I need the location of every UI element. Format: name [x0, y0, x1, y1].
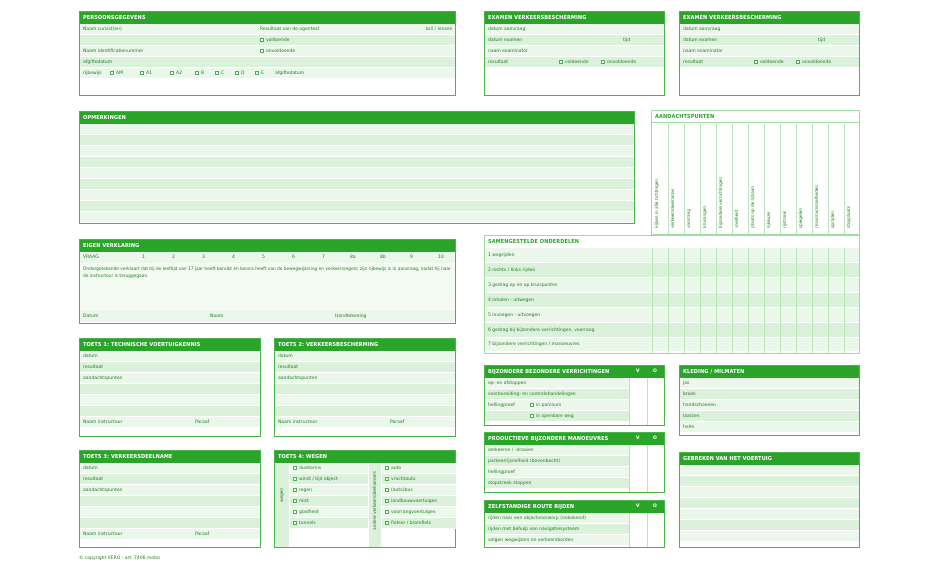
test1-label: aandachtspunten [83, 376, 123, 381]
afgifte-label: afgiftedatum [83, 60, 113, 65]
special-row[interactable] [485, 389, 629, 400]
exam2-fail-label: onvoldoende [802, 60, 832, 65]
clothing-row[interactable] [680, 389, 859, 400]
test1-label: resultaat [83, 365, 104, 370]
deficiency-line[interactable] [680, 476, 859, 487]
clothing-section [679, 365, 860, 436]
special-label: voorbereiding- en controlehandelingen [488, 392, 576, 397]
vraag-label: VRAAG [83, 255, 99, 260]
question-number[interactable]: 9 [410, 255, 413, 260]
rijbewijs-label: rijbewijs [83, 71, 102, 76]
afgifte2-label: afgiftedatum [275, 71, 305, 76]
test3-row[interactable] [80, 496, 260, 507]
deficiency-line[interactable] [680, 520, 859, 531]
exam1-row[interactable] [485, 57, 664, 68]
test4-label: winst / tijd object [299, 477, 338, 482]
exam1-label: datum examen [488, 38, 523, 43]
test2-section [274, 338, 456, 437]
question-number[interactable]: 7 [322, 255, 325, 260]
test3-inst: Naam instructeur [83, 532, 123, 537]
test1-title: TOETS 1: TECHNISCHE VOERTUIGKENNIS [80, 339, 260, 351]
special-row[interactable] [485, 378, 629, 389]
test4-right-row[interactable] [382, 507, 456, 518]
exam1-fail-label: onvoldoende [607, 60, 637, 65]
test4-label: vrachtauto [391, 477, 416, 482]
productive-title-text: PRODUCTIEVE BIJZONDERE MANOEUVRES [488, 436, 609, 442]
test3-sign-row[interactable] [80, 529, 260, 540]
combo-label: 3 gedrag op en op kruispunten [488, 283, 558, 288]
productive-label: hellingproef [488, 470, 515, 475]
test4-label: fietser / bromfiets [391, 521, 432, 526]
personal-section [79, 11, 456, 96]
clothing-label: broek [683, 392, 696, 397]
attention-col: voorrang [686, 209, 691, 228]
attention-col: plaats op de rijbaan [750, 186, 755, 228]
question-number[interactable]: 8a [350, 255, 356, 260]
special-sublabel: in openbare weg [536, 414, 574, 419]
test3-label: resultaat [83, 477, 104, 482]
test2-sign-row[interactable] [275, 417, 455, 428]
productive-row[interactable] [485, 445, 629, 456]
exam2-title: EXAMEN VERKEERSBESCHERMING [680, 12, 859, 24]
exam2-pass-checkbox[interactable] [754, 60, 758, 64]
test4-checkbox[interactable] [293, 488, 297, 492]
test3-label: aandachtspunten [83, 488, 123, 493]
independent-section [484, 500, 665, 548]
deficiency-title: GEBREKEN VAN HET VOERTUIG [680, 453, 859, 465]
clothing-row[interactable] [680, 422, 859, 433]
deficiency-line[interactable] [680, 509, 859, 520]
insufficient-checkbox[interactable] [260, 49, 264, 53]
special-title-text: BIJZONDERE BEZONDERE VERRICHTINGEN [488, 369, 610, 375]
exam1-fail-checkbox[interactable] [601, 60, 605, 64]
id-label: Naam identificatienummer [83, 49, 144, 54]
combo-label: 1 wegrijden [488, 253, 515, 258]
test4-right-row[interactable] [382, 463, 456, 474]
attention-col: snelheid [734, 210, 739, 228]
test2-row[interactable] [275, 395, 455, 406]
test4-checkbox[interactable] [385, 477, 389, 481]
question-number[interactable]: 4 [232, 255, 235, 260]
attention-col: rijstrook [782, 210, 787, 228]
clothing-title: KLEDING / MILMATEN [680, 366, 859, 378]
exam1-row[interactable] [485, 35, 664, 46]
productive-section [484, 432, 665, 493]
independent-label: rijden naar een objectvoorwerp (onbekend) [488, 516, 586, 521]
independent-v: V [636, 504, 640, 509]
attention-col: maximumsnelheden [814, 185, 819, 228]
test1-row[interactable] [80, 362, 260, 373]
test3-row[interactable] [80, 507, 260, 518]
combo-label: 2 rechts / links rijden [488, 268, 536, 273]
test3-section [79, 450, 261, 548]
combo-label: 5 invoegen - uitvoegen [488, 313, 541, 318]
deficiency-line[interactable] [680, 465, 859, 476]
test4-right-row[interactable] [382, 485, 456, 496]
question-number[interactable]: 10 [438, 255, 444, 260]
special-row[interactable] [485, 411, 629, 422]
test4-checkbox[interactable] [385, 510, 389, 514]
clothing-label: handschoenen [683, 403, 716, 408]
deficiency-line[interactable] [680, 487, 859, 498]
bril-label: bril / lenzen [426, 27, 453, 32]
exam2-label: datum examen [683, 38, 718, 43]
remarks-line[interactable] [80, 135, 634, 146]
test3-paraaf: Paraaf [195, 532, 210, 537]
exam1-row[interactable] [485, 24, 664, 35]
test1-label: datum [83, 354, 98, 359]
remarks-line[interactable] [80, 190, 634, 201]
sufficient-row[interactable] [80, 35, 455, 46]
result-label: Resultaat van de ogentest [260, 27, 320, 32]
attention-col: bijzondere verrichtingen [718, 176, 723, 228]
clothing-label: laarzen [683, 414, 700, 419]
productive-row[interactable] [485, 467, 629, 478]
clothing-label: jas [683, 381, 690, 386]
exam1-pass-label: voldoende [565, 60, 589, 65]
naam-label: Naam [210, 314, 224, 319]
test4-left-row[interactable] [290, 496, 368, 507]
test2-row[interactable] [275, 384, 455, 395]
productive-o: O [653, 436, 657, 441]
clothing-row[interactable] [680, 411, 859, 422]
independent-row[interactable] [485, 524, 629, 535]
test1-inst: Naam instructeur [83, 420, 123, 425]
attention-col: oprijden [830, 210, 835, 228]
question-number[interactable]: 6 [292, 255, 295, 260]
test1-row[interactable] [80, 395, 260, 406]
test4-title: TOETS 4: WEGEN [275, 451, 455, 463]
test1-row[interactable] [80, 406, 260, 417]
productive-title [485, 433, 664, 445]
cat-label: C [221, 71, 225, 76]
test4-checkbox[interactable] [385, 499, 389, 503]
test1-row[interactable] [80, 351, 260, 362]
attention-col: rijkeuze [766, 211, 771, 228]
exam2-fail-checkbox[interactable] [796, 60, 800, 64]
combo-section [484, 235, 860, 354]
special-label: hellingproef [488, 403, 515, 408]
independent-row[interactable] [485, 513, 629, 524]
handtekening-label: Handtekening [335, 314, 367, 319]
test4-checkbox[interactable] [293, 499, 297, 503]
test4-left-row[interactable] [290, 485, 368, 496]
combo-label: 4 inhalen - uitwegen [488, 298, 535, 303]
datum-label: Datum [83, 314, 99, 319]
deficiency-line[interactable] [680, 498, 859, 509]
test4-label: tunnels [299, 521, 316, 526]
combo-label: 7 bijzondere verrichtingen / manoeuvres [488, 342, 580, 347]
cat-checkbox[interactable] [195, 71, 199, 75]
test1-paraaf: Paraaf [195, 420, 210, 425]
productive-row[interactable] [485, 456, 629, 467]
deficiency-section [679, 452, 860, 548]
exam1-pass-checkbox[interactable] [559, 60, 563, 64]
test4-left-row[interactable] [290, 463, 368, 474]
test1-section [79, 338, 261, 437]
test4-checkbox[interactable] [293, 521, 297, 525]
test4-label: mist [299, 499, 309, 504]
test4-left-row[interactable] [290, 474, 368, 485]
remarks-line[interactable] [80, 179, 634, 190]
test2-title: TOETS 2: VERKEERSBESCHERMING [275, 339, 455, 351]
copyright: © copyright VERO - art. 7406 motor [79, 556, 161, 561]
question-number[interactable]: 5 [262, 255, 265, 260]
exam2-label: naam examinator [683, 49, 723, 54]
special-sublabel: in parcours [536, 403, 562, 408]
name-label: Naam cursist(en) [83, 27, 122, 32]
remarks-title: OPMERKINGEN [80, 112, 634, 124]
test3-row[interactable] [80, 485, 260, 496]
productive-v: V [636, 436, 640, 441]
exam1-title: EXAMEN VERKEERSBESCHERMING [485, 12, 664, 24]
attention-title: AANDACHTSPUNTEN [652, 111, 859, 123]
special-label: op- en afstappen [488, 381, 527, 386]
declaration-text: Ondergetekende verklaart dat hij de leeftijd van 17 jaar heeft bereikt en kennis heeft van de bewegwijzering en verkeersregels; zijn rijbewijs is in aanvraag, nadat hij naar de instructeur is teruggegaan. [80, 263, 455, 311]
test4-checkbox[interactable] [385, 521, 389, 525]
test4-label: voorrangvoertuigen [391, 510, 436, 515]
test4-checkbox[interactable] [293, 510, 297, 514]
test2-row[interactable] [275, 373, 455, 384]
license-row[interactable] [80, 68, 455, 79]
independent-o: O [653, 504, 657, 509]
test2-label: resultaat [278, 365, 299, 370]
attention-col: kijken in alle richtingen [654, 179, 659, 228]
special-title [485, 366, 664, 378]
test4-label: gladheid [299, 510, 319, 515]
personal-title: PERSOONSGEGEVENS [80, 12, 455, 24]
independent-label: rijden met behulp van navigatiesysteem [488, 527, 580, 532]
test1-row[interactable] [80, 373, 260, 384]
test3-row[interactable] [80, 474, 260, 485]
productive-label: omkeeren / -draaien [488, 448, 534, 453]
remarks-line[interactable] [80, 212, 634, 223]
test4-right-row[interactable] [382, 496, 456, 507]
test2-label: datum [278, 354, 293, 359]
test4-right-row[interactable] [382, 518, 456, 529]
cat-label: AM [116, 71, 123, 76]
test2-row[interactable] [275, 362, 455, 373]
special-v: V [636, 369, 640, 374]
exam1-row[interactable] [485, 46, 664, 57]
cat-label: D [241, 71, 245, 76]
exam2-row[interactable] [680, 46, 859, 57]
independent-row[interactable] [485, 535, 629, 546]
cat-checkbox[interactable] [255, 71, 259, 75]
test4-right-row[interactable] [382, 474, 456, 485]
special-checkbox[interactable] [530, 403, 534, 407]
test4-left-row[interactable] [290, 507, 368, 518]
test4-left-row[interactable] [290, 518, 368, 529]
exam1-tijd: tijd [623, 38, 631, 43]
sufficient-label: voldoende [266, 38, 290, 43]
test4-checkbox[interactable] [385, 466, 389, 470]
test3-row[interactable] [80, 518, 260, 529]
test2-paraaf: Paraaf [390, 420, 405, 425]
remarks-line[interactable] [80, 124, 634, 135]
test1-row[interactable] [80, 384, 260, 395]
sufficient-checkbox[interactable] [260, 38, 264, 42]
special-o: O [653, 369, 657, 374]
test2-row[interactable] [275, 351, 455, 362]
cat-checkbox[interactable] [235, 71, 239, 75]
special-checkbox[interactable] [530, 414, 534, 418]
cat-checkbox[interactable] [140, 71, 144, 75]
test2-row[interactable] [275, 406, 455, 417]
productive-label: parkeerrijsnelheid (bovenbocht) [488, 459, 561, 464]
test4-checkbox[interactable] [385, 488, 389, 492]
remarks-line[interactable] [80, 157, 634, 168]
question-number[interactable]: 8b [380, 255, 386, 260]
test4-vlabel: andere verkeersdeelnemers [372, 471, 377, 530]
test2-inst: Naam instructeur [278, 420, 318, 425]
exam2-tijd: tijd [818, 38, 826, 43]
insufficient-label: onvoldoende [266, 49, 296, 54]
cat-checkbox[interactable] [215, 71, 219, 75]
cat-checkbox[interactable] [110, 71, 114, 75]
exam2-pass-label: voldoende [760, 60, 784, 65]
attention-section [651, 110, 860, 235]
declaration-section [79, 239, 456, 324]
remarks-section [79, 111, 635, 224]
cat-label: B [201, 71, 205, 76]
test3-row[interactable] [80, 463, 260, 474]
test3-title: TOETS 3: VERKEERSDEELNAME [80, 451, 260, 463]
exam1-label: naam examinator [488, 49, 528, 54]
combo-title: SAMENGESTELDE ONDERDELEN [485, 236, 859, 248]
test2-label: aandachtspunten [278, 376, 318, 381]
attention-col: verkeersdeelname [670, 189, 675, 228]
attention-col: spiegelen [798, 207, 803, 228]
independent-label: volgen wegwijzers en verkeersborden [488, 538, 574, 543]
test4-label: auto [391, 466, 402, 471]
exam1-label: datum aanvraag [488, 27, 526, 32]
exam2-row[interactable] [680, 35, 859, 46]
deficiency-line[interactable] [680, 531, 859, 542]
independent-title [485, 501, 664, 513]
test4-section [274, 450, 456, 548]
cat-label: A1 [146, 71, 152, 76]
cat-label: A2 [176, 71, 182, 76]
remarks-line[interactable] [80, 201, 634, 212]
test4-label: landbouwvoertuigen [391, 499, 438, 504]
declaration-title: EIGEN VERKLARING [80, 240, 455, 252]
attention-col: stopplaats [846, 206, 851, 228]
test1-sign-row[interactable] [80, 417, 260, 428]
special-row[interactable] [485, 400, 629, 411]
question-row [80, 252, 455, 263]
test4-label: regen [299, 488, 312, 493]
test4-checkbox[interactable] [293, 477, 297, 481]
attention-col: kruisingen [702, 206, 707, 228]
combo-label: 6 gedrag bij bijzondere verrichtingen, voorrang [488, 328, 595, 333]
special-section [484, 365, 665, 426]
clothing-row[interactable] [680, 400, 859, 411]
productive-row[interactable] [485, 478, 629, 489]
remarks-line[interactable] [80, 168, 634, 179]
question-number[interactable]: 1 [142, 255, 145, 260]
test4-label: duisternis [299, 466, 322, 471]
exam2-label: resultaat [683, 60, 704, 65]
exam2-section [679, 11, 860, 96]
clothing-row[interactable] [680, 378, 859, 389]
independent-title-text: ZELFSTANDIGE ROUTE RIJDEN [488, 504, 575, 510]
exam1-section [484, 11, 665, 96]
exam2-row[interactable] [680, 24, 859, 35]
test4-label: (auto)bus [391, 488, 413, 493]
question-number[interactable]: 3 [202, 255, 205, 260]
name-row[interactable] [80, 24, 455, 35]
question-number[interactable]: 2 [172, 255, 175, 260]
productive-label: stopstreek stoppen [488, 481, 532, 486]
id-row[interactable] [80, 46, 455, 57]
cat-label: E [261, 71, 264, 76]
test3-label: datum [83, 466, 98, 471]
exam1-label: resultaat [488, 60, 509, 65]
remarks-line[interactable] [80, 146, 634, 157]
test4-vlabel: wegen [279, 488, 284, 502]
afgifte-row[interactable] [80, 57, 455, 68]
exam2-row[interactable] [680, 57, 859, 68]
exam2-label: datum aanvraag [683, 27, 721, 32]
cat-checkbox[interactable] [170, 71, 174, 75]
test4-checkbox[interactable] [293, 466, 297, 470]
clothing-label: helm [683, 425, 695, 430]
